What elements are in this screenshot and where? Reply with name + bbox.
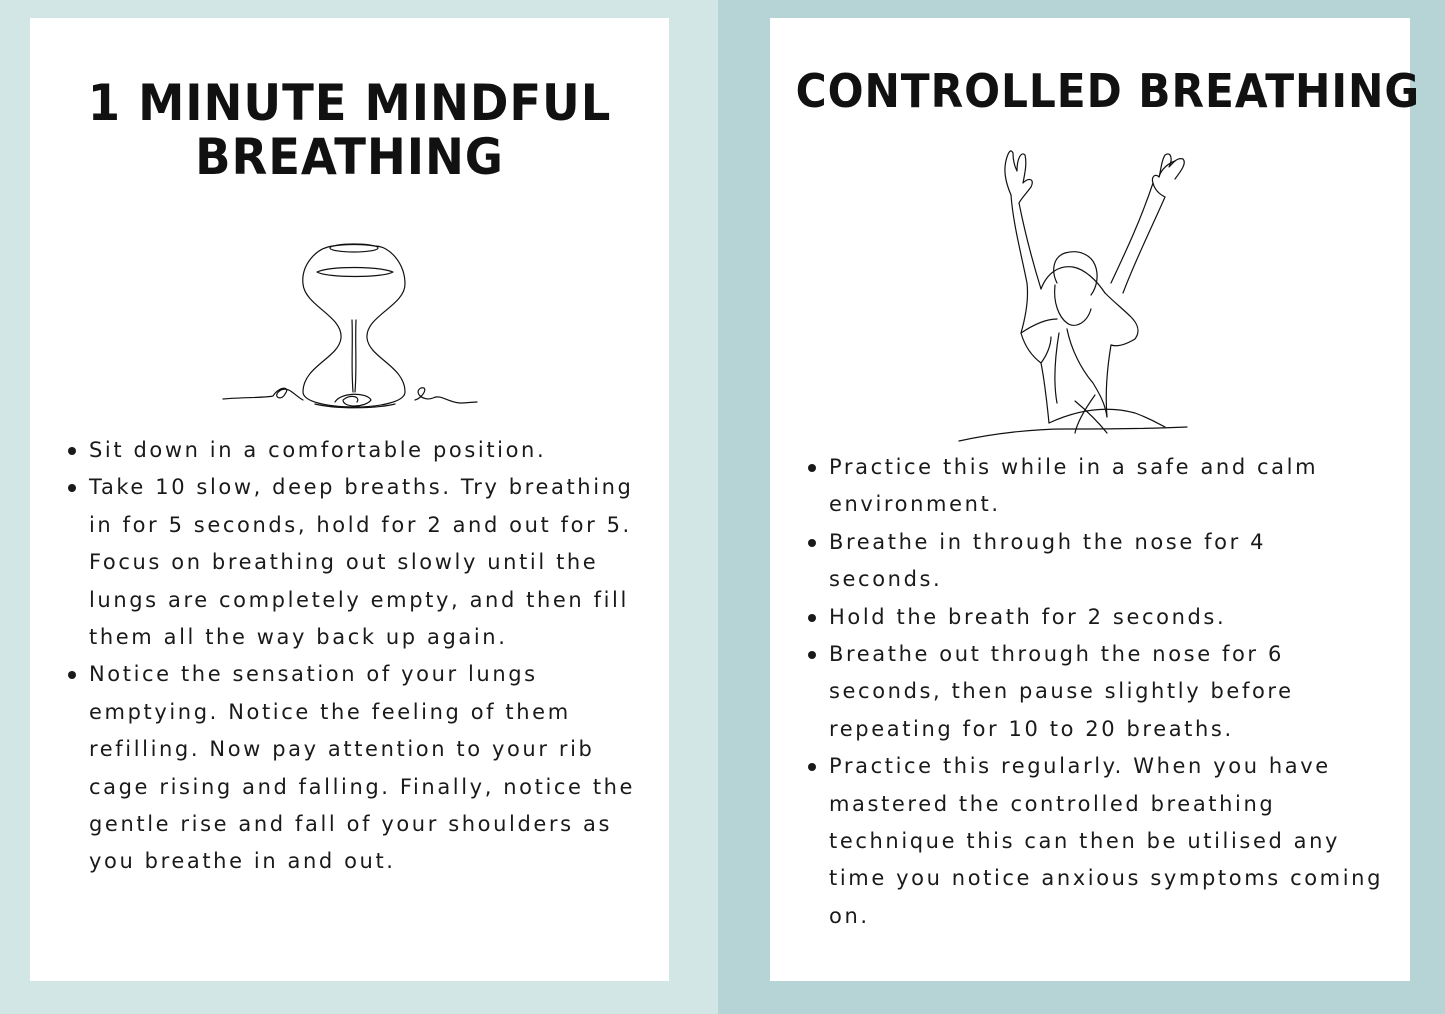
mindful-breathing-steps bbox=[65, 432, 645, 881]
list-item: Sit down in a comfortable position. bbox=[65, 432, 645, 469]
list-item: Practice this regularly. When you have mastered the controlled breathing technique this can then be utilised any time you notice anxious symptoms coming on. bbox=[805, 748, 1385, 935]
card-title: 1 MINUTE MINDFUL BREATHING bbox=[87, 74, 612, 186]
mindful-breathing-card bbox=[30, 18, 669, 981]
person-arms-raised-illustration bbox=[955, 133, 1205, 443]
list-item: Take 10 slow, deep breaths. Try breathing in for 5 seconds, hold for 2 and out for 5. Focus on breathing out slowly until the lungs are completely empty, and then fill them all the way back up again. bbox=[65, 469, 645, 656]
controlled-breathing-steps bbox=[805, 449, 1385, 935]
list-item: Breathe in through the nose for 4 seconds. bbox=[805, 524, 1385, 599]
list-item: Notice the sensation of your lungs emptying. Notice the feeling of them refilling. Now pay attention to your rib cage rising and falling. Finally, notice the gentle rise and fall of your shoulders as you breathe in and out. bbox=[65, 656, 645, 880]
list-item: Hold the breath for 2 seconds. bbox=[805, 599, 1385, 636]
controlled-breathing-card bbox=[770, 18, 1421, 981]
list-item: Practice this while in a safe and calm environment. bbox=[805, 449, 1385, 524]
card-title: CONTROLLED BREATHING bbox=[795, 64, 1421, 118]
list-item: Breathe out through the nose for 6 seconds, then pause slightly before repeating for 10 to 20 breaths. bbox=[805, 636, 1385, 748]
hourglass-illustration bbox=[215, 216, 485, 416]
